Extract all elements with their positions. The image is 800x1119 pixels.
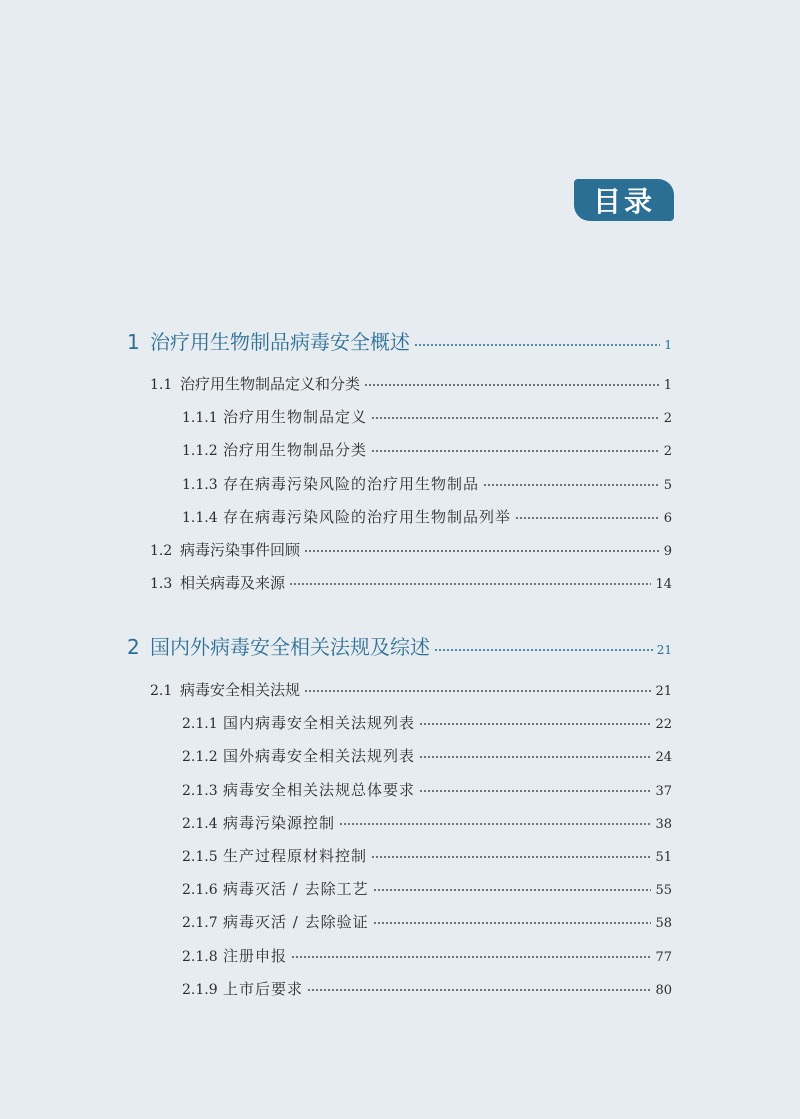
- dot-leader: [371, 450, 660, 452]
- toc-number: 1.3: [150, 576, 173, 592]
- dot-leader: [419, 723, 651, 725]
- toc-page-number: 1: [664, 338, 672, 352]
- toc-subsection-1-1-2[interactable]: [182, 439, 672, 460]
- toc-number: 2.1.1: [182, 716, 218, 732]
- toc-number: 2.1.6: [182, 882, 218, 898]
- toc-page-number: 1: [663, 378, 672, 393]
- toc-subsection-2-1-3[interactable]: [182, 779, 672, 800]
- dot-leader: [483, 484, 660, 486]
- toc-title: 病毒灭活 / 去除工艺: [223, 880, 369, 898]
- toc-page-number: 77: [655, 950, 672, 965]
- toc-page-number: 2: [663, 411, 672, 426]
- toc-number: 1.1.4: [182, 510, 218, 526]
- toc-subsection-1-1-1[interactable]: [182, 406, 672, 427]
- toc-title: 病毒灭活 / 去除验证: [223, 913, 369, 931]
- dot-leader: [371, 417, 660, 419]
- toc-subsection-2-1-5[interactable]: [182, 845, 672, 866]
- toc-section-1-2[interactable]: [150, 539, 672, 560]
- toc-subsection-2-1-2[interactable]: [182, 745, 672, 766]
- toc-title: 治疗用生物制品定义: [223, 408, 368, 426]
- dot-leader: [414, 344, 660, 346]
- toc-page-number: 37: [655, 784, 672, 799]
- toc-number: 2.1.3: [182, 783, 218, 799]
- toc-section-1-1[interactable]: [150, 373, 672, 394]
- toc-title: 病毒安全相关法规总体要求: [223, 781, 416, 799]
- toc-number: 2.1.7: [182, 915, 218, 931]
- toc-page-number: 5: [663, 478, 672, 493]
- toc-number: 1.2: [150, 543, 173, 559]
- toc-title: 上市后要求: [223, 980, 304, 998]
- toc-title: 国内外病毒安全相关法规及综述: [150, 635, 430, 659]
- toc-number: 1.1: [150, 377, 173, 393]
- toc-page-number: 22: [655, 717, 672, 732]
- toc-page-number: 55: [655, 883, 672, 898]
- toc-title: 治疗用生物制品定义和分类: [180, 375, 361, 393]
- toc-chapter-1[interactable]: [127, 326, 672, 355]
- toc-number: 2: [127, 635, 140, 659]
- toc-page-number: 21: [656, 643, 672, 657]
- toc-subsection-1-1-4[interactable]: [182, 506, 672, 527]
- toc-subsection-1-1-3[interactable]: [182, 473, 672, 494]
- toc-number: 1.1.2: [182, 443, 218, 459]
- dot-leader: [291, 956, 651, 958]
- toc-title: 生产过程原材料控制: [223, 847, 368, 865]
- toc-title: 治疗用生物制品病毒安全概述: [150, 330, 410, 354]
- toc-subsection-2-1-9[interactable]: [182, 978, 672, 999]
- dot-leader: [373, 922, 652, 924]
- toc-number: 1.1.3: [182, 477, 218, 493]
- toc-subsection-2-1-7[interactable]: [182, 911, 672, 932]
- toc-page-number: 21: [655, 684, 672, 699]
- dot-leader: [419, 756, 651, 758]
- toc-page-number: 14: [655, 577, 672, 592]
- toc-title: 注册申报: [223, 947, 288, 965]
- toc-number: 1: [127, 330, 140, 354]
- toc-title: 病毒安全相关法规: [180, 681, 301, 699]
- toc-page-number: 58: [655, 916, 672, 931]
- toc-number: 2.1.2: [182, 749, 218, 765]
- dot-leader: [307, 989, 651, 991]
- toc-title: 病毒污染源控制: [223, 814, 336, 832]
- toc-page-number: 24: [655, 750, 672, 765]
- toc-number: 2.1.9: [182, 982, 218, 998]
- toc-page-number: 2: [663, 444, 672, 459]
- dot-leader: [289, 583, 651, 585]
- toc-page-number: 80: [655, 983, 672, 998]
- dot-leader: [364, 384, 660, 386]
- dot-leader: [304, 550, 660, 552]
- toc-number: 2.1: [150, 683, 173, 699]
- toc-page-number: 51: [655, 850, 672, 865]
- toc-chapter-2[interactable]: [127, 631, 672, 660]
- toc-subsection-2-1-4[interactable]: [182, 812, 672, 833]
- dot-leader: [515, 517, 660, 519]
- toc-heading: 目录: [592, 185, 655, 218]
- toc-page-number: 6: [663, 511, 672, 526]
- toc-title: 病毒污染事件回顾: [180, 541, 301, 559]
- toc-number: 1.1.1: [182, 410, 218, 426]
- toc-number: 2.1.8: [182, 949, 218, 965]
- toc-subsection-2-1-1[interactable]: [182, 712, 672, 733]
- dot-leader: [419, 790, 651, 792]
- toc-page-number: 38: [655, 817, 672, 832]
- toc-section-1-3[interactable]: [150, 572, 672, 593]
- toc-heading-badge: [574, 179, 674, 221]
- toc-subsection-2-1-8[interactable]: [182, 945, 672, 966]
- toc-title: 相关病毒及来源: [180, 574, 286, 592]
- dot-leader: [373, 889, 652, 891]
- toc-section-2-1[interactable]: [150, 679, 672, 700]
- dot-leader: [434, 649, 653, 651]
- toc-number: 2.1.4: [182, 816, 218, 832]
- toc-title: 存在病毒污染风险的治疗用生物制品列举: [223, 508, 512, 526]
- dot-leader: [339, 823, 651, 825]
- dot-leader: [304, 690, 651, 692]
- toc-subsection-2-1-6[interactable]: [182, 878, 672, 899]
- toc-title: 国外病毒安全相关法规列表: [223, 747, 416, 765]
- toc-title: 存在病毒污染风险的治疗用生物制品: [223, 475, 480, 493]
- toc-title: 治疗用生物制品分类: [223, 441, 368, 459]
- toc-number: 2.1.5: [182, 849, 218, 865]
- dot-leader: [371, 856, 651, 858]
- toc-title: 国内病毒安全相关法规列表: [223, 714, 416, 732]
- toc-page-number: 9: [663, 544, 672, 559]
